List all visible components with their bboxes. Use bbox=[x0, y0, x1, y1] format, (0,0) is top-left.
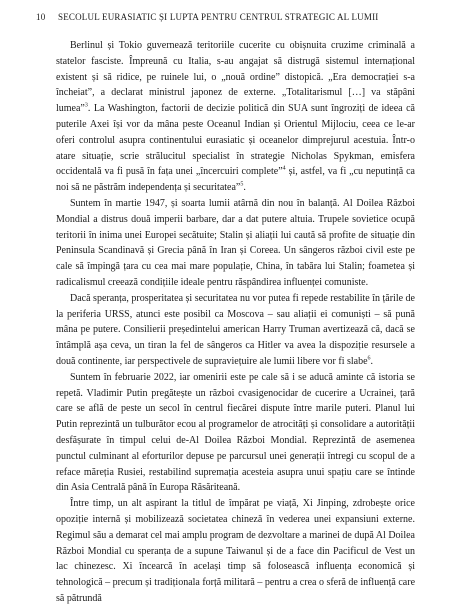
footnote-marker[interactable]: 6 bbox=[367, 355, 371, 362]
body-text bbox=[56, 38, 415, 607]
footnote-marker[interactable]: 4 bbox=[282, 166, 286, 173]
running-title: SECOLUL EURASIATIC ȘI LUPTA PENTRU CENTRUL STRATEGIC AL LUMII bbox=[58, 12, 379, 22]
page-number: 10 bbox=[36, 12, 46, 22]
footnote-marker[interactable]: 3 bbox=[84, 102, 88, 109]
paragraph: Berlinul și Tokio guvernează teritoriile cucerite cu obișnuita cruzime criminală a statelor fasciste. Împreună cu Italia, s-au angajat să distrugă sistemul internațional existent și să ridice, pe ruinele lui, o „nouă ordine” distopică. „Era democrației s-a încheiat”, a declarat ministrul japonez de externe. „Totalitarismul […] va stăpâni lumea”$^3$. La Washington, factorii de decizie politică din SUA sunt îngroziți de ideea că puterile Axei își vor da mâna peste Oceanul Indian și Orientul Mijlociu, ceea ce le-ar oferi controlul asupra continentului eurasiatic și oceanelor dimprejurul acestuia. Într-o atare situație, scrie strălucitul specialist în strategie Nicholas Spykman, emisfera occidentală va fi pusă în fața unei „încercuiri complete”$^4$ și, astfel, va fi „cu neputință ca noi să ne păstrăm independența și securitatea”$^5$. bbox=[56, 40, 415, 194]
paragraph: Suntem în februarie 2022, iar omenirii este pe cale să i se aducă aminte că istoria se repetă. Vladimir Putin pregătește un război cvasigenocidar de cucerire a Ucrainei, țară care se află de peste un secol în centrul fiecărei dispute între marile puteri. Planul lui Putin reprezintă un tulburător ecou al programelor de atrocități și consolidare a autorității desfășurate în timpul celui de-Al Doilea Război Mondial. Reprezintă de asemenea punctul culminant al eforturilor depuse pe parcursul unei generații întregi cu scopul de a reface măreția Rusiei, restabilind supremația acesteia asupra unui spațiu care se întinde din Asia Centrală până în Europa Răsăriteană. bbox=[56, 371, 415, 494]
running-header bbox=[36, 12, 422, 28]
paragraph: Dacă speranța, prosperitatea și securitatea nu vor putea fi repede restabilite în țările de la periferia URSS, atunci este posibil ca Moscova – sau aliații ei comuniști – să pună mâna pe putere. Consilierii președintelui american Harry Truman avertizează că, dacă se întâmplă așa ceva, un tiran la fel de sângeros ca Hitler va avea la dispoziție resursele a două continente, iar perspectivele de supraviețuire ale lumii libere vor fi slabe$^6$. bbox=[56, 292, 415, 367]
footnote-marker[interactable]: 5 bbox=[240, 181, 244, 188]
paragraph: Între timp, un alt aspirant la titlul de împărat pe viață, Xi Jinping, zdrobește orice opoziție internă și mobilizează societatea chineză în vederea unei expansiuni externe. Regimul său a demarat cel mai amplu program de dezvoltare a marinei de după Al Doilea Război Mondial cu speranța de a supune Taiwanul și de a face din Pacificul de Vest un lac chinezesc. Xi încearcă în același timp să folosească influența economică și tehnologică – precum și tradiționala forță militară – pentru a crea o sferă de influență care să pătrundă bbox=[56, 498, 416, 604]
paragraph: Suntem în martie 1947, și soarta lumii atârnă din nou în balanță. Al Doilea Război Mondial a distrus două imperii barbare, dar a dat putere altuia. Trupele sovietice ocupă teritorii în inima unei Europei secătuite; Stalin și aliații lui caută să profite de situație din Peninsula Scandinavă și Grecia până în Iran și Coreea. Un sângeros război civil este pe cale să împingă țara cu cea mai mare populație, China, în tabăra lui Stalin; foametea și radicalismul creează condițiile ideale pentru răspândirea influenței comuniste. bbox=[56, 197, 415, 288]
